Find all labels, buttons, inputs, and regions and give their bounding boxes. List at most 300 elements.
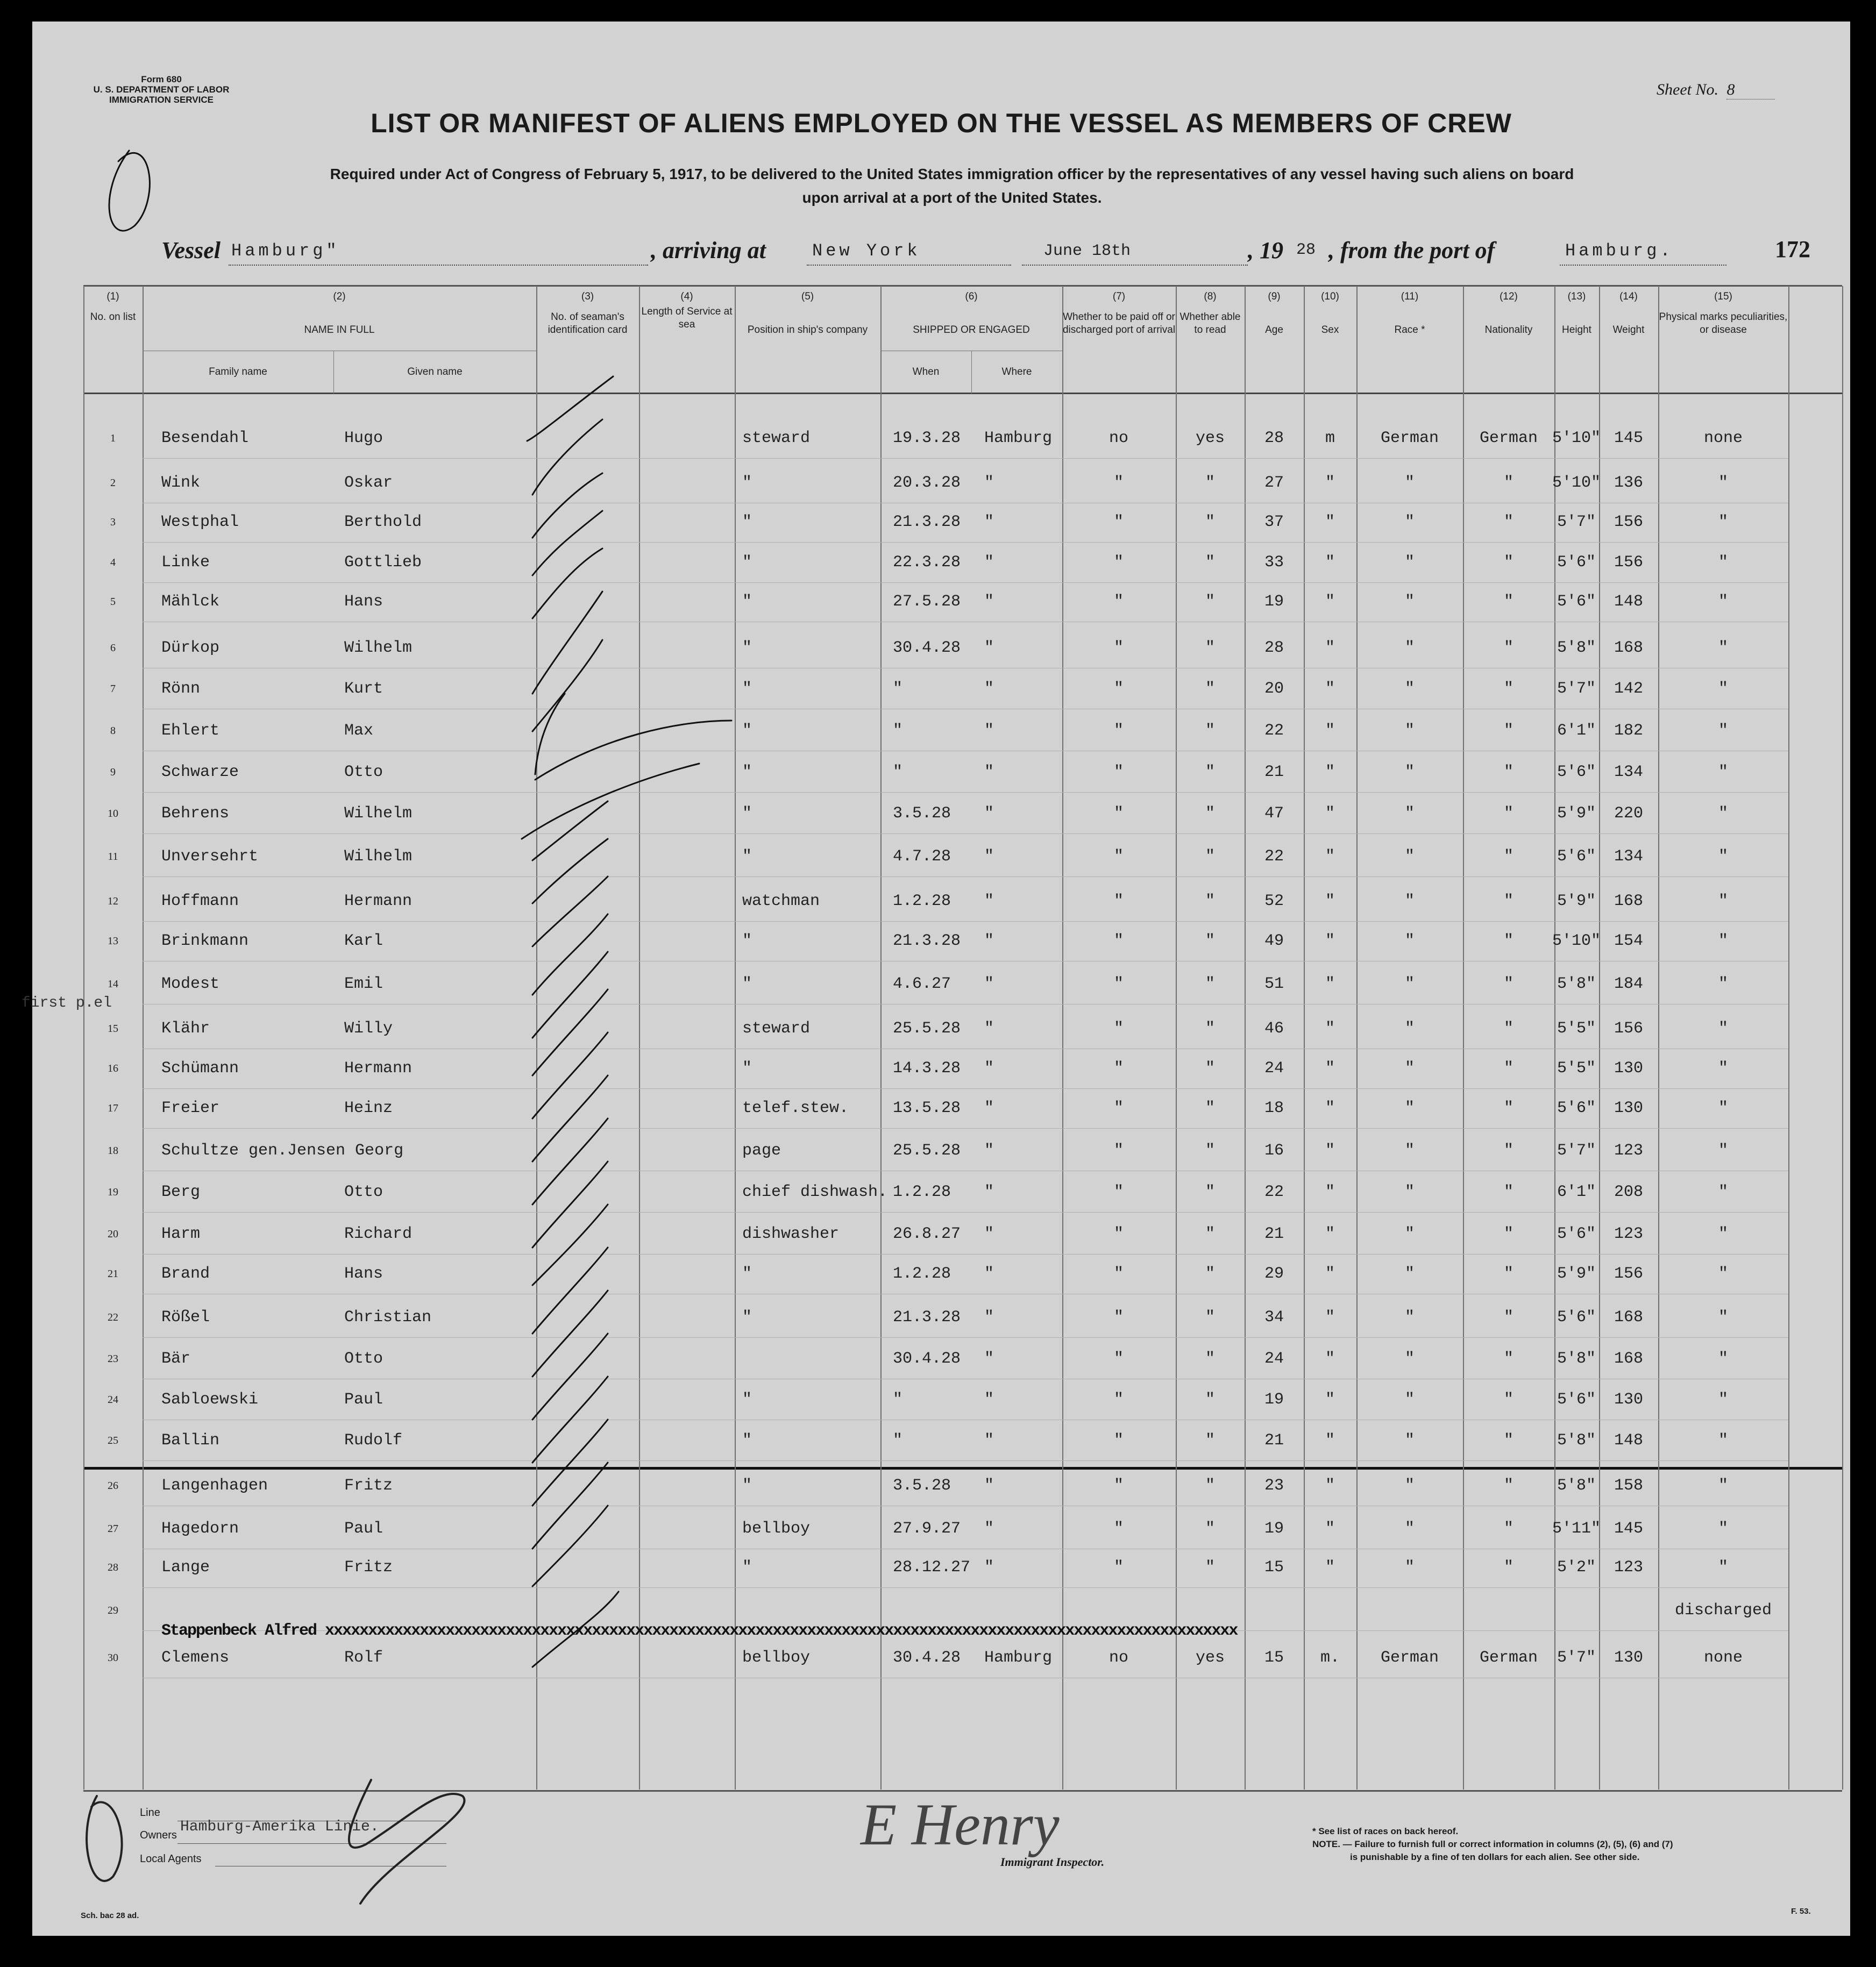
physical-marks-cell: " xyxy=(1718,1308,1728,1327)
nationality-cell: " xyxy=(1503,932,1513,950)
race-cell: " xyxy=(1404,1059,1415,1078)
list-number: 10 xyxy=(108,808,118,819)
weight-cell: 123 xyxy=(1614,1558,1643,1577)
physical-marks-cell: " xyxy=(1718,1558,1728,1577)
age-cell: 21 xyxy=(1264,763,1284,781)
sex-cell: " xyxy=(1325,639,1335,657)
list-number: 3 xyxy=(110,516,116,528)
sex-cell: " xyxy=(1325,593,1335,611)
sex-cell: " xyxy=(1325,1558,1335,1577)
nationality-cell: " xyxy=(1503,1099,1513,1117)
weight-cell: 156 xyxy=(1614,553,1643,572)
nationality-cell: " xyxy=(1503,1431,1513,1450)
able-to-read-cell: " xyxy=(1205,932,1215,950)
able-to-read-cell: " xyxy=(1205,804,1215,823)
position-cell: " xyxy=(742,932,752,950)
paid-off-cell: " xyxy=(1113,1308,1124,1327)
position-cell: " xyxy=(742,639,752,657)
position-cell: " xyxy=(742,975,752,993)
shipped-when-cell: 21.3.28 xyxy=(893,1308,961,1327)
weight-cell: 168 xyxy=(1614,639,1643,657)
list-number: 17 xyxy=(108,1102,118,1114)
weight-cell: 154 xyxy=(1614,932,1643,950)
height-cell: 6'1" xyxy=(1557,722,1596,740)
physical-marks-cell: " xyxy=(1718,474,1728,492)
shipped-where-cell: " xyxy=(984,1477,994,1495)
given-name-cell: Berthold xyxy=(344,513,422,531)
check-marks xyxy=(32,22,1850,1936)
paid-off-cell: " xyxy=(1113,593,1124,611)
family-name-cell: Westphal xyxy=(161,513,239,531)
given-name-cell: Willy xyxy=(344,1020,393,1038)
footer-agents-label: Local Agents xyxy=(140,1853,202,1865)
age-cell: 24 xyxy=(1264,1350,1284,1368)
col-num-10: (10) xyxy=(1321,291,1339,302)
race-cell: " xyxy=(1404,722,1415,740)
paid-off-cell: " xyxy=(1113,892,1124,910)
able-to-read-cell: " xyxy=(1205,975,1215,993)
given-name-cell: Richard xyxy=(344,1225,413,1243)
sex-cell: m. xyxy=(1320,1649,1340,1667)
shipped-where-cell: Hamburg xyxy=(984,1649,1053,1667)
nationality-cell: " xyxy=(1503,1225,1513,1243)
col-head-physical-marks: Physical marks peculiarities, or disease xyxy=(1659,311,1788,336)
shipped-when-cell: 21.3.28 xyxy=(893,932,961,950)
age-cell: 21 xyxy=(1264,1431,1284,1450)
sex-cell: " xyxy=(1325,932,1335,950)
race-cell: " xyxy=(1404,1265,1415,1283)
shipped-when-cell: " xyxy=(893,1391,903,1409)
shipped-when-cell: 1.2.28 xyxy=(893,892,951,910)
family-name-cell: Freier xyxy=(161,1099,220,1117)
list-number: 29 xyxy=(108,1605,118,1616)
race-cell: " xyxy=(1404,1225,1415,1243)
race-cell: " xyxy=(1404,892,1415,910)
physical-marks-cell: " xyxy=(1718,1183,1728,1201)
col-num-4: (4) xyxy=(680,291,693,302)
position-cell: " xyxy=(742,553,752,572)
nationality-cell: " xyxy=(1503,1020,1513,1038)
weight-cell: 130 xyxy=(1614,1649,1643,1667)
physical-marks-cell: " xyxy=(1718,553,1728,572)
shipped-when-cell: 3.5.28 xyxy=(893,1477,951,1495)
family-name-cell: Bär xyxy=(161,1350,191,1368)
col-head-shipped: SHIPPED OR ENGAGED xyxy=(913,324,1030,336)
list-number: 26 xyxy=(108,1480,118,1492)
col-head-where: Where xyxy=(1001,366,1032,377)
able-to-read-cell: " xyxy=(1205,474,1215,492)
col-num-13: (13) xyxy=(1567,291,1586,302)
race-cell: " xyxy=(1404,680,1415,698)
shipped-when-cell: 30.4.28 xyxy=(893,1350,961,1368)
able-to-read-cell: " xyxy=(1205,1142,1215,1160)
given-name-cell: Max xyxy=(344,722,374,740)
physical-marks-cell: " xyxy=(1718,680,1728,698)
shipped-where-cell: " xyxy=(984,763,994,781)
position-cell: " xyxy=(742,1431,752,1450)
family-name-cell: Schwarze xyxy=(161,763,239,781)
list-number: 4 xyxy=(110,557,116,568)
height-cell: 5'8" xyxy=(1557,1431,1596,1450)
able-to-read-cell: " xyxy=(1205,513,1215,531)
physical-marks-cell: " xyxy=(1718,513,1728,531)
row-29-strikethrough: Stappenbeck Alfred xxxxxxxxxxxxxxxxxxxxxxxxxxxxxxxxxxxxxxxxxxxxxxxxxxxxxxxxxxxxxxxxxxxxxxxxxxxxxxxxxxxxxxxxxxxxxxxxxxxxxxxxxx xyxy=(161,1622,1238,1640)
paid-off-cell: " xyxy=(1113,804,1124,823)
shipped-where-cell: " xyxy=(984,593,994,611)
family-name-cell: Dürkop xyxy=(161,639,220,657)
footer-line-label: Line xyxy=(140,1807,160,1819)
shipped-when-cell: 14.3.28 xyxy=(893,1059,961,1078)
shipped-when-cell: " xyxy=(893,722,903,740)
nationality-cell: " xyxy=(1503,1142,1513,1160)
able-to-read-cell: " xyxy=(1205,639,1215,657)
able-to-read-cell: " xyxy=(1205,1431,1215,1450)
list-number: 24 xyxy=(108,1394,118,1406)
shipped-when-cell: 19.3.28 xyxy=(893,429,961,447)
family-name-cell: Ballin xyxy=(161,1431,220,1450)
height-cell: 5'10" xyxy=(1552,932,1601,950)
paid-off-cell: " xyxy=(1113,1183,1124,1201)
shipped-where-cell: " xyxy=(984,892,994,910)
sex-cell: " xyxy=(1325,1350,1335,1368)
sex-cell: " xyxy=(1325,1225,1335,1243)
height-cell: 5'10" xyxy=(1552,474,1601,492)
col-num-15: (15) xyxy=(1714,291,1732,302)
shipped-when-cell: 27.5.28 xyxy=(893,593,961,611)
position-cell: " xyxy=(742,1391,752,1409)
given-name-cell: Hugo xyxy=(344,429,383,447)
height-cell: 5'8" xyxy=(1557,1350,1596,1368)
able-to-read-cell: " xyxy=(1205,1059,1215,1078)
age-cell: 37 xyxy=(1264,513,1284,531)
shipped-when-cell: 30.4.28 xyxy=(893,639,961,657)
shipped-when-cell: 21.3.28 xyxy=(893,513,961,531)
sex-cell: " xyxy=(1325,1099,1335,1117)
able-to-read-cell: yes xyxy=(1195,1649,1225,1667)
list-number: 2 xyxy=(110,477,116,489)
paid-off-cell: " xyxy=(1113,1225,1124,1243)
able-to-read-cell: " xyxy=(1205,593,1215,611)
race-cell: " xyxy=(1404,474,1415,492)
shipped-where-cell: " xyxy=(984,804,994,823)
list-number: 5 xyxy=(110,596,116,608)
paid-off-cell: " xyxy=(1113,639,1124,657)
footer-notes xyxy=(1312,1825,1829,1864)
list-number: 12 xyxy=(108,895,118,907)
physical-marks-cell: none xyxy=(1703,1649,1743,1667)
given-name-cell: Otto xyxy=(344,1350,383,1368)
position-cell: telef.stew. xyxy=(742,1099,849,1117)
col-num-12: (12) xyxy=(1500,291,1518,302)
shipped-where-cell: " xyxy=(984,1183,994,1201)
height-cell: 5'7" xyxy=(1557,1649,1596,1667)
paid-off-cell: " xyxy=(1113,1558,1124,1577)
arrival-year: 28 xyxy=(1296,241,1316,259)
race-cell: " xyxy=(1404,1431,1415,1450)
height-cell: 5'6" xyxy=(1557,763,1596,781)
given-name-cell: Rudolf xyxy=(344,1431,403,1450)
arriving-label: , arriving at xyxy=(651,237,766,263)
paid-off-cell: " xyxy=(1113,680,1124,698)
sex-cell: " xyxy=(1325,892,1335,910)
shipped-where-cell: " xyxy=(984,1099,994,1117)
sex-cell: m xyxy=(1325,429,1335,447)
page-number: 172 xyxy=(1775,236,1810,262)
physical-marks-cell: " xyxy=(1718,722,1728,740)
shipped-when-cell: 30.4.28 xyxy=(893,1649,961,1667)
age-cell: 29 xyxy=(1264,1265,1284,1283)
sex-cell: " xyxy=(1325,975,1335,993)
nationality-cell: " xyxy=(1503,1059,1513,1078)
shipped-where-cell: " xyxy=(984,1142,994,1160)
position-cell: chief dishwash. xyxy=(742,1183,888,1201)
position-cell: " xyxy=(742,1308,752,1327)
note-penalty-1: NOTE. — Failure to furnish full or correct information in columns (2), (5), (6) and (7) xyxy=(1312,1839,1673,1849)
position-cell: dishwasher xyxy=(742,1225,840,1243)
family-name-cell: Wink xyxy=(161,474,201,492)
position-cell: " xyxy=(742,804,752,823)
position-cell: page xyxy=(742,1142,781,1160)
height-cell: 5'6" xyxy=(1557,847,1596,866)
subtitle-line-1: Required under Act of Congress of February 5, 1917, to be delivered to the United States immigration officer by the representatives of any vessel having such aliens on board xyxy=(330,166,1574,182)
weight-cell: 123 xyxy=(1614,1225,1643,1243)
family-name-cell: Brand xyxy=(161,1265,210,1283)
weight-cell: 145 xyxy=(1614,429,1643,447)
list-number: 13 xyxy=(108,935,118,947)
position-cell: bellboy xyxy=(742,1649,811,1667)
arrival-date: June 18th xyxy=(1043,242,1131,260)
shipped-when-cell: 1.2.28 xyxy=(893,1265,951,1283)
height-cell: 5'6" xyxy=(1557,1391,1596,1409)
given-name-cell: Wilhelm xyxy=(344,804,413,823)
col-num-1: (1) xyxy=(106,291,119,302)
given-name-cell: Wilhelm xyxy=(344,639,413,657)
able-to-read-cell: " xyxy=(1205,553,1215,572)
given-name-cell: Fritz xyxy=(344,1558,393,1577)
sex-cell: " xyxy=(1325,722,1335,740)
footer-owners: Hamburg-Amerika Linie. xyxy=(180,1819,379,1835)
nationality-cell: " xyxy=(1503,553,1513,572)
shipped-where-cell: " xyxy=(984,1520,994,1538)
list-number: 28 xyxy=(108,1562,118,1573)
list-number: 18 xyxy=(108,1145,118,1157)
position-cell: " xyxy=(742,593,752,611)
shipped-when-cell: 25.5.28 xyxy=(893,1020,961,1038)
paid-off-cell: " xyxy=(1113,1350,1124,1368)
position-cell: " xyxy=(742,513,752,531)
race-cell: " xyxy=(1404,1099,1415,1117)
physical-marks-cell: " xyxy=(1718,1099,1728,1117)
given-name-cell: Rolf xyxy=(344,1649,383,1667)
able-to-read-cell: " xyxy=(1205,763,1215,781)
shipped-where-cell: " xyxy=(984,513,994,531)
print-code: Sch. bac 28 ad. xyxy=(81,1911,139,1920)
age-cell: 21 xyxy=(1264,1225,1284,1243)
col-head-given-name: Given name xyxy=(407,366,463,377)
able-to-read-cell: " xyxy=(1205,1477,1215,1495)
physical-marks-cell: " xyxy=(1718,1059,1728,1078)
shipped-where-cell: " xyxy=(984,1431,994,1450)
paid-off-cell: " xyxy=(1113,1520,1124,1538)
shipped-when-cell: 28.12.27 xyxy=(893,1558,971,1577)
note-races: * See list of races on back hereof. xyxy=(1312,1826,1459,1836)
height-cell: 5'5" xyxy=(1557,1059,1596,1078)
family-name-cell: Besendahl xyxy=(161,429,249,447)
position-cell: " xyxy=(742,474,752,492)
age-cell: 16 xyxy=(1264,1142,1284,1160)
shipped-when-cell: 13.5.28 xyxy=(893,1099,961,1117)
age-cell: 22 xyxy=(1264,847,1284,866)
weight-cell: 156 xyxy=(1614,513,1643,531)
family-name-cell: Modest xyxy=(161,975,220,993)
department-name: U. S. DEPARTMENT OF LABOR xyxy=(93,84,230,95)
nationality-cell: " xyxy=(1503,1308,1513,1327)
paid-off-cell: " xyxy=(1113,975,1124,993)
nationality-cell: " xyxy=(1503,1477,1513,1495)
nationality-cell: " xyxy=(1503,1183,1513,1201)
able-to-read-cell: " xyxy=(1205,1265,1215,1283)
height-cell: 5'5" xyxy=(1557,1020,1596,1038)
weight-cell: 158 xyxy=(1614,1477,1643,1495)
shipped-where-cell: " xyxy=(984,639,994,657)
age-cell: 33 xyxy=(1264,553,1284,572)
sex-cell: " xyxy=(1325,1391,1335,1409)
shipped-when-cell: " xyxy=(893,680,903,698)
race-cell: " xyxy=(1404,932,1415,950)
family-name-cell: Ehlert xyxy=(161,722,220,740)
col-num-5: (5) xyxy=(801,291,814,302)
shipped-when-cell: 26.8.27 xyxy=(893,1225,961,1243)
race-cell: " xyxy=(1404,1391,1415,1409)
form-number: Form 680 xyxy=(141,74,182,84)
nationality-cell: German xyxy=(1479,429,1538,447)
nationality-cell: " xyxy=(1503,1391,1513,1409)
subtitle-line-2: upon arrival at a port of the United States. xyxy=(802,189,1102,206)
able-to-read-cell: " xyxy=(1205,1225,1215,1243)
family-name-cell: Harm xyxy=(161,1225,201,1243)
race-cell: " xyxy=(1404,1477,1415,1495)
age-cell: 49 xyxy=(1264,932,1284,950)
race-cell: " xyxy=(1404,763,1415,781)
race-cell: " xyxy=(1404,593,1415,611)
margin-note: first p.el xyxy=(22,995,112,1011)
sex-cell: " xyxy=(1325,680,1335,698)
race-cell: German xyxy=(1380,1649,1439,1667)
paid-off-cell: " xyxy=(1113,1020,1124,1038)
paid-off-cell: " xyxy=(1113,1142,1124,1160)
nationality-cell: " xyxy=(1503,892,1513,910)
from-label: , from the port of xyxy=(1328,237,1495,263)
departure-port: Hamburg. xyxy=(1565,241,1674,261)
weight-cell: 156 xyxy=(1614,1020,1643,1038)
nationality-cell: German xyxy=(1479,1649,1538,1667)
race-cell: " xyxy=(1404,513,1415,531)
nationality-cell: " xyxy=(1503,1520,1513,1538)
age-cell: 19 xyxy=(1264,593,1284,611)
height-cell: 5'8" xyxy=(1557,639,1596,657)
family-name-cell: Schultze gen.Jensen Georg xyxy=(161,1142,404,1160)
able-to-read-cell: " xyxy=(1205,1391,1215,1409)
paid-off-cell: " xyxy=(1113,1391,1124,1409)
physical-marks-cell: " xyxy=(1718,1142,1728,1160)
col-head-sex: Sex xyxy=(1321,324,1339,336)
weight-cell: 168 xyxy=(1614,1308,1643,1327)
col-num-14: (14) xyxy=(1619,291,1638,302)
race-cell: " xyxy=(1404,553,1415,572)
height-cell: 5'6" xyxy=(1557,553,1596,572)
race-cell: German xyxy=(1380,429,1439,447)
position-cell: " xyxy=(742,680,752,698)
height-cell: 5'7" xyxy=(1557,513,1596,531)
family-name-cell: Hagedorn xyxy=(161,1520,239,1538)
sex-cell: " xyxy=(1325,1020,1335,1038)
family-name-cell: Unversehrt xyxy=(161,847,259,866)
family-name-cell: Klähr xyxy=(161,1020,210,1038)
list-number: 7 xyxy=(110,683,116,695)
list-number: 14 xyxy=(108,978,118,990)
shipped-where-cell: " xyxy=(984,1558,994,1577)
race-cell: " xyxy=(1404,804,1415,823)
col-head-nationality: Nationality xyxy=(1484,324,1533,336)
weight-cell: 208 xyxy=(1614,1183,1643,1201)
given-name-cell: Kurt xyxy=(344,680,383,698)
position-cell: watchman xyxy=(742,892,820,910)
weight-cell: 168 xyxy=(1614,1350,1643,1368)
height-cell: 5'10" xyxy=(1552,429,1601,447)
col-num-9: (9) xyxy=(1268,291,1281,302)
list-number: 15 xyxy=(108,1023,118,1035)
shipped-when-cell: 25.5.28 xyxy=(893,1142,961,1160)
age-cell: 47 xyxy=(1264,804,1284,823)
weight-cell: 145 xyxy=(1614,1520,1643,1538)
nationality-cell: " xyxy=(1503,975,1513,993)
age-cell: 22 xyxy=(1264,722,1284,740)
age-cell: 18 xyxy=(1264,1099,1284,1117)
shipped-where-cell: " xyxy=(984,847,994,866)
weight-cell: 123 xyxy=(1614,1142,1643,1160)
list-number: 23 xyxy=(108,1353,118,1365)
shipped-where-cell: " xyxy=(984,722,994,740)
given-name-cell: Paul xyxy=(344,1391,383,1409)
shipped-where-cell: " xyxy=(984,1350,994,1368)
physical-marks-cell: none xyxy=(1703,429,1743,447)
shipped-when-cell: 20.3.28 xyxy=(893,474,961,492)
age-cell: 51 xyxy=(1264,975,1284,993)
able-to-read-cell: " xyxy=(1205,1020,1215,1038)
list-number: 6 xyxy=(110,642,116,654)
weight-cell: 184 xyxy=(1614,975,1643,993)
weight-cell: 136 xyxy=(1614,474,1643,492)
vessel-name: Hamburg" xyxy=(231,241,340,261)
shipped-when-cell: " xyxy=(893,1431,903,1450)
service-name: IMMIGRATION SERVICE xyxy=(109,95,214,105)
weight-cell: 130 xyxy=(1614,1391,1643,1409)
sex-cell: " xyxy=(1325,474,1335,492)
paid-off-cell: " xyxy=(1113,847,1124,866)
nationality-cell: " xyxy=(1503,513,1513,531)
physical-marks-cell: " xyxy=(1718,1391,1728,1409)
shipped-where-cell: " xyxy=(984,1059,994,1078)
weight-cell: 130 xyxy=(1614,1059,1643,1078)
family-name-cell: Langenhagen xyxy=(161,1477,268,1495)
position-cell: " xyxy=(742,1477,752,1495)
sex-cell: " xyxy=(1325,1431,1335,1450)
race-cell: " xyxy=(1404,1520,1415,1538)
paid-off-cell: " xyxy=(1113,1099,1124,1117)
height-cell: 5'9" xyxy=(1557,1265,1596,1283)
col-num-7: (7) xyxy=(1112,291,1126,302)
weight-cell: 142 xyxy=(1614,680,1643,698)
